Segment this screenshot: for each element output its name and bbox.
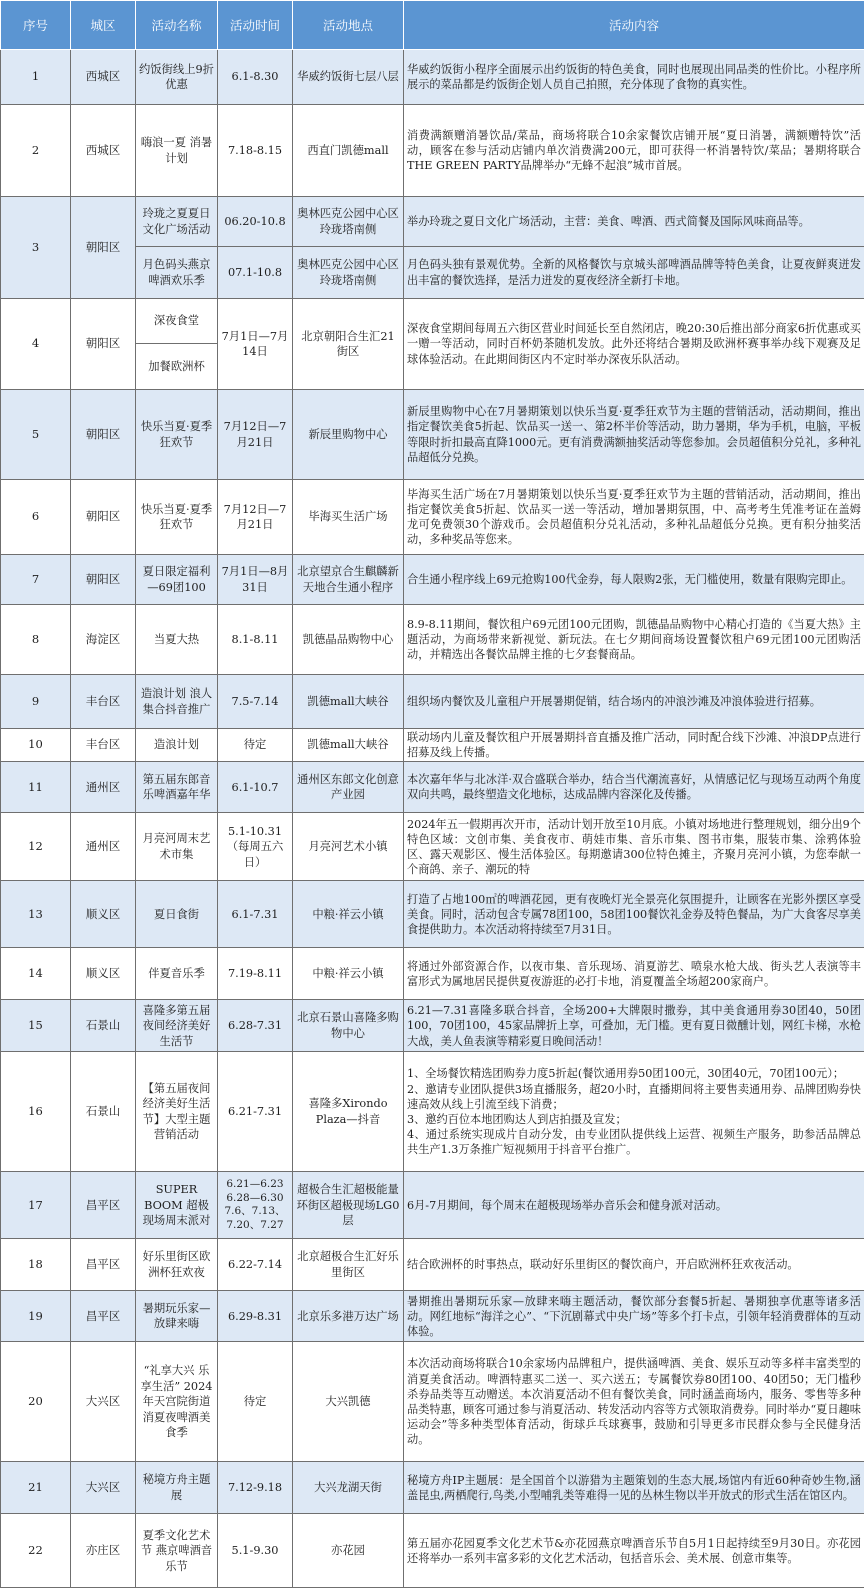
table-row [1,555,864,605]
cell-content: 打造了占地100㎡的啤酒花园，更有夜晚灯光全景亮化氛围提升，让顾客在光影外摆区享受美食。同时，活动包含专属78团100，58团100餐饮礼金券及特色餐品，为广大食客尽享美食提供助力。本次活动将持续至7月31日。 [404,881,864,948]
cell-location: 北京乐多港万达广场 [293,1291,404,1342]
cell-content: 本次活动商场将联合10余家场内品牌租户，提供涵啤酒、美食、娱乐互动等多样丰富类型的消夏美食活动。啤酒特惠买二送一、买六送五；专属餐饮券80团100、40团50；无门槛秒杀券品类等互动赠送。本次消夏活动不但有餐饮美食，同时涵盖商场内，服务、零售等多种品类特惠，顾客可通过参与消夏活动、转发活动内容等方式领取消费券。同时举办“夏日趣味运动会”等多种类型体育活动，街球乒乓球赛事，鼓励和引导更多市民群众参与全民健身活动。 [404,1342,864,1462]
cell-time: 6.1-7.31 [218,881,293,948]
cell-content: 深夜食堂期间每周五六街区营业时间延长至自然闭店，晚20:30后推出部分商家6折优惠或买一赠一等活动，同时百杯奶茶随机发放。此外还将结合暑期及欧洲杯赛事举办线下观赛及足球体验活动。在此期间街区内不定时举办深夜乐队活动。 [404,299,864,390]
cell-location: 大兴龙湖天街 [293,1462,404,1514]
cell-content: 结合欧洲杯的时事热点，联动好乐里街区的餐饮商户，开启欧洲杯狂欢夜活动。 [404,1239,864,1291]
cell-content: 6.21—7.31喜隆多联合抖音，全场200+大牌限时撒券，其中美食通用券30团40，50团100，70团100，45家品牌折上享，可叠加，无门槛。更有夏日微醺计划，网红卡梯，水枪大战，美人鱼表演等精彩夏日晚间活动！ [404,1000,864,1052]
table-row [1,1462,864,1514]
cell-location: 北京超极合生汇好乐里街区 [293,1239,404,1291]
table-row [1,1172,864,1239]
cell-name: 【第五届夜间经济美好生活节】大型主题营销活动 [136,1052,218,1172]
cell-content: 2024年五一假期再次开市，活动计划开放至10月底。小镇对场地进行整理规划，细分出9个特色区域：文创市集、美食夜市、萌娃市集、音乐市集、图书市集，服装市集、涂鸦体验区、露天观影区、慢生活体验区。每期邀请300位特色摊主，齐聚月亮河小镇，为您奉献一个商鸽、亲子、潮玩的特 [404,813,864,881]
table-row [1,50,864,105]
cell-name: SUPER BOOM 超极现场周末派对 [136,1172,218,1239]
header-row [1,1,864,50]
cell-time: 待定 [218,729,293,762]
cell-name: 好乐里街区欧洲杯狂欢夜 [136,1239,218,1291]
cell-district: 朝阳区 [71,197,136,299]
cell-content: 组织场内餐饮及儿童租户开展暑期促销，结合场内的冲浪沙滩及冲浪体验进行招募。 [404,675,864,729]
table-row [1,1291,864,1342]
cell-district: 大兴区 [71,1462,136,1514]
cell-content: 华威约饭街小程序全面展示出约饭街的特色美食，同时也展现出同品类的性价比。小程序所展示的菜品都是约饭街企划人员自己拍照，充分体现了食物的真实性。 [404,50,864,105]
cell-name: 嗨浪一夏 消暑计划 [136,105,218,197]
cell-district: 顺义区 [71,881,136,948]
table-row [1,1514,864,1588]
table-row [1,299,864,344]
cell-no: 14 [1,948,71,1000]
cell-time: 6.21—6.23 6.28—6.30 7.6、7.13、7.20、7.27 [218,1172,293,1239]
cell-location: 凯德晶品购物中心 [293,605,404,675]
cell-no: 5 [1,390,71,480]
cell-location: 月亮河艺术小镇 [293,813,404,881]
cell-location: 亦花园 [293,1514,404,1588]
cell-location: 通州区东郎文化创意产业园 [293,762,404,813]
cell-no: 6 [1,480,71,555]
cell-location: 凯德mall大峡谷 [293,675,404,729]
cell-content: 合生通小程序线上69元抢购100代金券，每人限购2张，无门槛使用，数量有限购完即止。 [404,555,864,605]
cell-district: 朝阳区 [71,299,136,390]
table-row [1,105,864,197]
cell-no: 16 [1,1052,71,1172]
cell-name: 夏季文化艺术节 燕京啤酒音乐节 [136,1514,218,1588]
cell-time: 7月1日—8月31日 [218,555,293,605]
table-row [1,948,864,1000]
header-content: 活动内容 [404,1,864,50]
cell-content: 月色码头独有景观优势。全新的风格餐饮与京城头部啤酒品牌等特色美食，让夏夜鲜爽迸发出丰富的餐饮选择，是活力迸发的夏夜经济全新打卡地。 [404,247,864,299]
cell-time: 07.1-10.8 [218,247,293,299]
header-name: 活动名称 [136,1,218,50]
cell-location: 喜隆多Xirondo Plaza—抖音 [293,1052,404,1172]
cell-name: 伴夏音乐季 [136,948,218,1000]
cell-time: 7月12日—7月21日 [218,480,293,555]
cell-location: 毕海买生活广场 [293,480,404,555]
cell-name: 第五届东郎音乐啤酒嘉年华 [136,762,218,813]
cell-location: 华威约饭街七层八层 [293,50,404,105]
cell-time: 5.1-9.30 [218,1514,293,1588]
cell-district: 昌平区 [71,1239,136,1291]
cell-time: 6.21-7.31 [218,1052,293,1172]
cell-content: 8.9-8.11期间，餐饮租户69元团100元团购，凯德晶品购物中心精心打造的《当夏大热》主题活动，为商场带来新视觉、新玩法。在七夕期间商场设置餐饮租户69元团100元团购活动，并精选出各餐饮品牌主推的七夕套餐商品。 [404,605,864,675]
cell-name: 造浪计划 浪人集合抖音推广 [136,675,218,729]
table-row [1,1342,864,1462]
cell-content: 毕海买生活广场在7月暑期策划以快乐当夏·夏季狂欢节为主题的营销活动，活动期间，推出指定餐饮美食5折起、饮品买一送一等活动，增加暑期氛围，中、高考考生凭准考证在盖姆龙可免费领30个游戏币。会员超值积分兑礼活动，多种礼品超低分兑换。更有积分抽奖活动，多种奖品等您来。 [404,480,864,555]
cell-no: 15 [1,1000,71,1052]
cell-no: 20 [1,1342,71,1462]
cell-name: 夏日限定福利—69团100 [136,555,218,605]
cell-district: 石景山 [71,1000,136,1052]
cell-content: 联动场内儿童及餐饮租户开展暑期抖音直播及推广活动，同时配合线下沙滩、冲浪DP点进行招募及线上传播。 [404,729,864,762]
cell-content: 本次嘉年华与北冰洋·双合盛联合举办，结合当代潮流喜好，从情感记忆与现场互动两个角度双向共鸣，最终塑造文化地标，达成品牌内容深化及传播。 [404,762,864,813]
cell-content: 暑期推出暑期玩乐家—放肆来嗨主题活动，餐饮部分套餐5折起、暑期独享优惠等诸多活动。网红地标“海洋之心”、“下沉剧幕式中央广场”等多个打卡点，引领年轻消费群体的互动体验。 [404,1291,864,1342]
cell-name: 加餐欧洲杯 [136,344,218,390]
cell-name: 当夏大热 [136,605,218,675]
cell-time: 5.1-10.31（每周五六日） [218,813,293,881]
cell-no: 10 [1,729,71,762]
cell-no: 3 [1,197,71,299]
cell-district: 朝阳区 [71,555,136,605]
cell-name: 约饭街线上9折优惠 [136,50,218,105]
cell-location: 北京望京合生麒麟新天地合生通小程序 [293,555,404,605]
cell-location: 超极合生汇超极能量环街区超极现场LG0层 [293,1172,404,1239]
table-row [1,675,864,729]
table-row [1,1000,864,1052]
cell-no: 22 [1,1514,71,1588]
table-row [1,197,864,247]
table-row [1,1052,864,1172]
cell-name: 月亮河周末艺术市集 [136,813,218,881]
cell-no: 12 [1,813,71,881]
cell-district: 顺义区 [71,948,136,1000]
cell-time: 7月12日—7月21日 [218,390,293,480]
cell-name: “礼享大兴 乐享生活” 2024年天宫院街道消夏夜啤酒美食季 [136,1342,218,1462]
cell-location: 北京石景山喜隆多购物中心 [293,1000,404,1052]
cell-location: 西直门凯德mall [293,105,404,197]
header-location: 活动地点 [293,1,404,50]
cell-name: 造浪计划 [136,729,218,762]
cell-no: 17 [1,1172,71,1239]
table-row [1,881,864,948]
cell-content: 1、全场餐饮精选团购券力度5折起(餐饮通用券50团100元，30团40元，70团100元）； 2、邀请专业团队提供3场直播服务，超20小时，直播期间将主要售卖通用券、品牌团购券快速高效从线上引流至线下消费； 3、邀约百位本地团购达人到店拍摄及宣发； 4、通过系统实现成片自动分发，由专业团队提供线上运营、视频生产服务，助参活品牌总共生产1.3万条推广短视频用于抖音平台推广。 [404,1052,864,1172]
cell-location: 大兴凯德 [293,1342,404,1462]
table-row [1,480,864,555]
cell-name: 暑期玩乐家—放肆来嗨 [136,1291,218,1342]
header-district: 城区 [71,1,136,50]
cell-name: 快乐当夏·夏季狂欢节 [136,390,218,480]
cell-time: 待定 [218,1342,293,1462]
cell-time: 6.29-8.31 [218,1291,293,1342]
cell-name: 玲珑之夏夏日文化广场活动 [136,197,218,247]
table-row [1,762,864,813]
cell-district: 昌平区 [71,1172,136,1239]
table-row [1,813,864,881]
cell-district: 亦庄区 [71,1514,136,1588]
cell-location: 中粮·祥云小镇 [293,948,404,1000]
cell-no: 4 [1,299,71,390]
cell-time: 06.20-10.8 [218,197,293,247]
table-row [1,729,864,762]
cell-time: 7.19-8.11 [218,948,293,1000]
cell-name: 快乐当夏·夏季狂欢节 [136,480,218,555]
table-row [1,1239,864,1291]
cell-location: 新辰里购物中心 [293,390,404,480]
cell-no: 7 [1,555,71,605]
cell-time: 7.12-9.18 [218,1462,293,1514]
cell-no: 8 [1,605,71,675]
cell-district: 石景山 [71,1052,136,1172]
cell-no: 1 [1,50,71,105]
cell-name: 夏日食街 [136,881,218,948]
cell-time: 7月1日—7月14日 [218,299,293,390]
cell-district: 朝阳区 [71,480,136,555]
cell-time: 6.28-7.31 [218,1000,293,1052]
cell-content: 新辰里购物中心在7月暑期策划以快乐当夏·夏季狂欢节为主题的营销活动，活动期间，推出指定餐饮美食5折起、饮品买一送一、第2杯半价等活动，助力暑期，华为手机，电脑，平板等限时折扣最高直降1000元。更有消费满额抽奖活动等您参加。会员超值积分兑礼，多种礼品超低分兑换。 [404,390,864,480]
cell-district: 昌平区 [71,1291,136,1342]
cell-district: 丰台区 [71,729,136,762]
cell-no: 11 [1,762,71,813]
cell-no: 18 [1,1239,71,1291]
cell-district: 海淀区 [71,605,136,675]
cell-location: 奥林匹克公园中心区玲珑塔南侧 [293,197,404,247]
header-time: 活动时间 [218,1,293,50]
cell-name: 深夜食堂 [136,299,218,344]
cell-name: 喜隆多第五届夜间经济美好生活节 [136,1000,218,1052]
cell-district: 西城区 [71,50,136,105]
cell-content: 将通过外部资源合作，以夜市集、音乐现场、消夏游艺、喷泉水枪大战、街头艺人表演等丰富形式为属地居民提供夏夜游逛的必打卡地，消夏覆盖全场超200家商户。 [404,948,864,1000]
cell-district: 丰台区 [71,675,136,729]
cell-time: 7.18-8.15 [218,105,293,197]
table-row [1,605,864,675]
cell-location: 凯德mall大峡谷 [293,729,404,762]
cell-district: 朝阳区 [71,390,136,480]
cell-time: 6.1-10.7 [218,762,293,813]
cell-no: 2 [1,105,71,197]
cell-no: 13 [1,881,71,948]
table-row [1,390,864,480]
cell-location: 中粮·祥云小镇 [293,881,404,948]
cell-content: 消费满额赠消暑饮品/菜品，商场将联合10余家餐饮店铺开展“夏日消暑，满额赠特饮”活动，顾客在参与活动店铺内单次消费满200元，即可获得一杯消暑特饮/菜品；暑期将联合THE GREEN PARTY品牌举办“无蜂不起浪”城市首展。 [404,105,864,197]
cell-location: 北京朝阳合生汇21街区 [293,299,404,390]
header-no: 序号 [1,1,71,50]
cell-no: 19 [1,1291,71,1342]
cell-name: 秘境方舟主题展 [136,1462,218,1514]
cell-content: 第五届亦花园夏季文化艺术节&亦花园燕京啤酒音乐节自5月1日起持续至9月30日。亦花园还将举办一系列丰富多彩的文化艺术活动，包括音乐会、美术展、创意市集等。 [404,1514,864,1588]
cell-district: 通州区 [71,813,136,881]
cell-district: 大兴区 [71,1342,136,1462]
cell-no: 21 [1,1462,71,1514]
cell-district: 通州区 [71,762,136,813]
cell-no: 9 [1,675,71,729]
cell-time: 8.1-8.11 [218,605,293,675]
cell-content: 举办玲珑之夏日文化广场活动，主营：美食、啤酒、西式简餐及国际风味商品等。 [404,197,864,247]
cell-time: 6.1-8.30 [218,50,293,105]
cell-content: 6月-7月期间，每个周末在超极现场举办音乐会和健身派对活动。 [404,1172,864,1239]
cell-name: 月色码头燕京啤酒欢乐季 [136,247,218,299]
cell-time: 6.22-7.14 [218,1239,293,1291]
cell-content: 秘境方舟IP主题展：是全国首个以游猎为主题策划的生态大展,场馆内有近60种奇妙生物,涵盖昆虫,两栖爬行,鸟类,小型哺乳类等难得一见的丛林生物以半开放式的形式生活在馆区内。 [404,1462,864,1514]
cell-district: 西城区 [71,105,136,197]
cell-time: 7.5-7.14 [218,675,293,729]
cell-location: 奥林匹克公园中心区玲珑塔南侧 [293,247,404,299]
